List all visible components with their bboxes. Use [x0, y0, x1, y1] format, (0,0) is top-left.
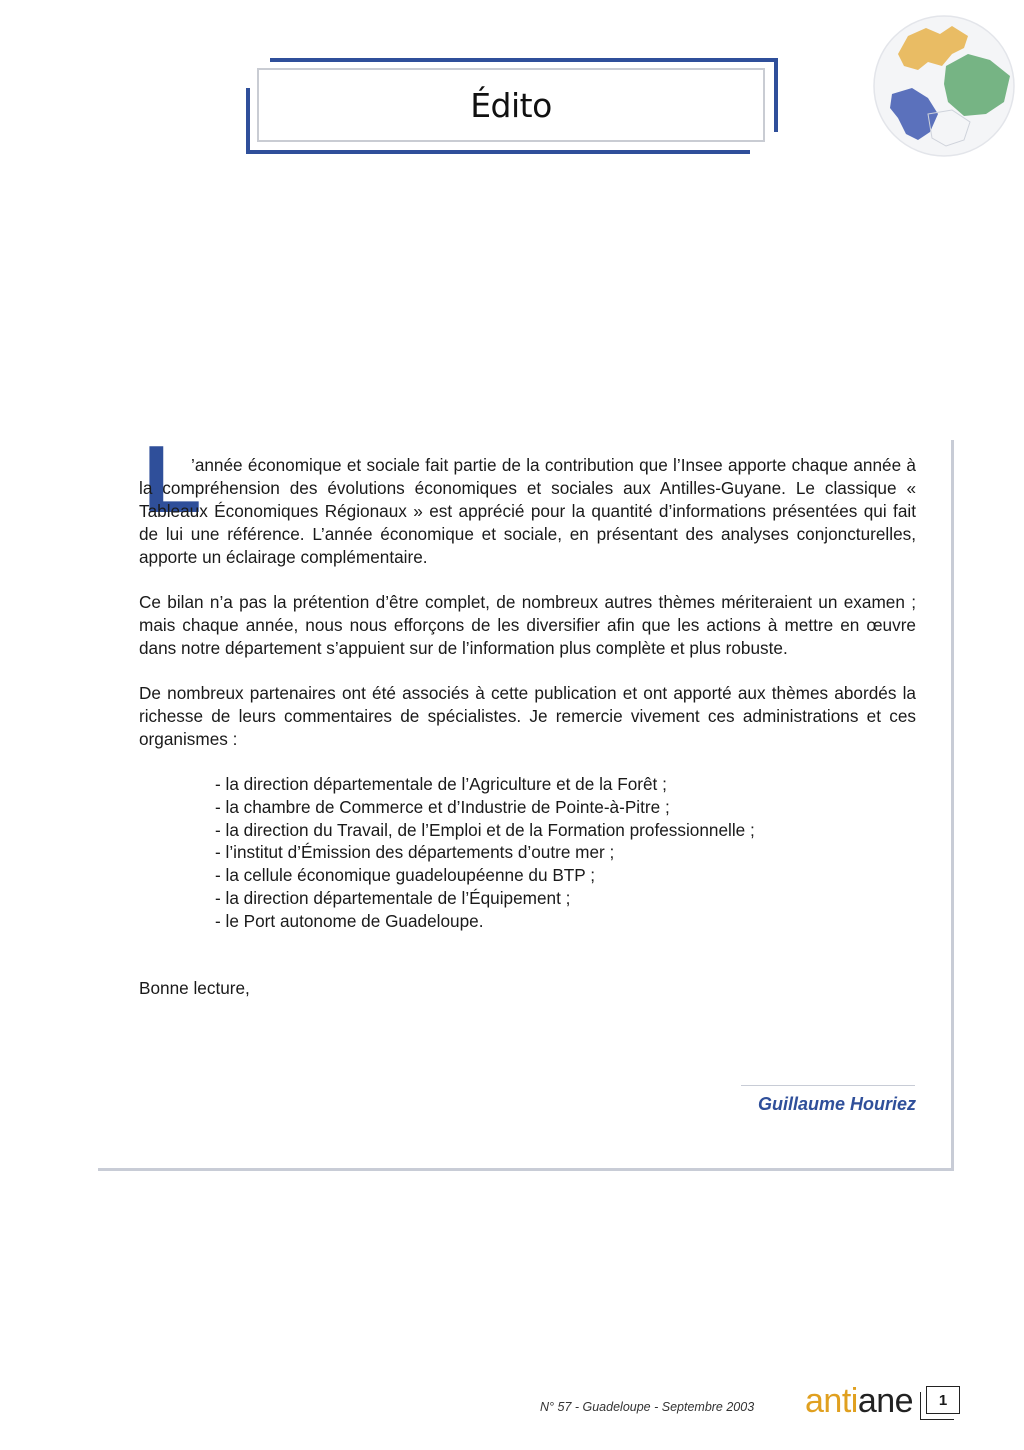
antiane-logo	[805, 1382, 913, 1421]
signature-divider	[741, 1085, 915, 1086]
paragraph-scope: Ce bilan n’a pas la prétention d’être complet, de nombreux autres thèmes mériteraient un examen ; mais chaque année, nous nous efforçons de les diversifier afin que les actions à mettre en œuvre dans notre département s’appuient sur de l’information plus complète et plus robuste.	[139, 592, 916, 658]
brand-part-accent: anti	[805, 1382, 858, 1420]
list-item: - la direction du Travail, de l’Emploi et de la Formation professionnelle ;	[215, 819, 916, 842]
list-item: - la direction départementale de l’Agriculture et de la Forêt ;	[215, 773, 916, 796]
paragraph-partners: De nombreux partenaires ont été associés à cette publication et ont apporté aux thèmes abordés la richesse de leurs commentaires de spécialistes. Je remercie vivement ces administrations et ces organismes :	[139, 683, 916, 749]
text-frame-right-border	[951, 440, 954, 1170]
title-box	[257, 68, 765, 142]
antilles-map-logo	[868, 14, 1020, 158]
signature: Guillaume Houriez	[757, 1094, 916, 1114]
paragraph-intro: ’année économique et sociale fait partie de la contribution que l’Insee apporte chaque année à la compréhension des évolutions économiques et sociales aux Antilles-Guyane. Le classique « Tableaux Économiques Régionaux » est apprécié pour la quantité d’informations présentées qui fait de lui une référence. L’année économique et sociale, en présentant des analyses conjoncturelles, apporte un éclairage complémentaire.	[139, 455, 916, 567]
list-item: - la chambre de Commerce et d’Industrie de Pointe-à-Pitre ;	[215, 796, 916, 819]
partners-list	[215, 773, 916, 933]
title-frame-bar-right	[774, 58, 778, 132]
list-item: - le Port autonome de Guadeloupe.	[215, 910, 916, 933]
drop-cap: L	[143, 442, 202, 518]
issue-reference: N° 57 - Guadeloupe - Septembre 2003	[540, 1400, 755, 1414]
brand-part-dark: ane	[857, 1382, 914, 1420]
title-frame	[246, 58, 778, 156]
title-frame-bar-bottom	[246, 150, 750, 154]
text-frame-bottom-border	[98, 1168, 954, 1171]
title-frame-bar-left	[246, 88, 250, 152]
list-item: - l’institut d’Émission des départements d’outre mer ;	[215, 841, 916, 864]
list-item: - la cellule économique guadeloupéenne du BTP ;	[215, 864, 916, 887]
title-frame-bar-top	[270, 58, 778, 62]
closing-line: Bonne lecture,	[139, 978, 250, 998]
page-number: 1	[926, 1386, 960, 1414]
article-body	[139, 454, 916, 955]
page-title: Édito	[470, 85, 552, 125]
list-item: - la direction départementale de l’Équipement ;	[215, 887, 916, 910]
